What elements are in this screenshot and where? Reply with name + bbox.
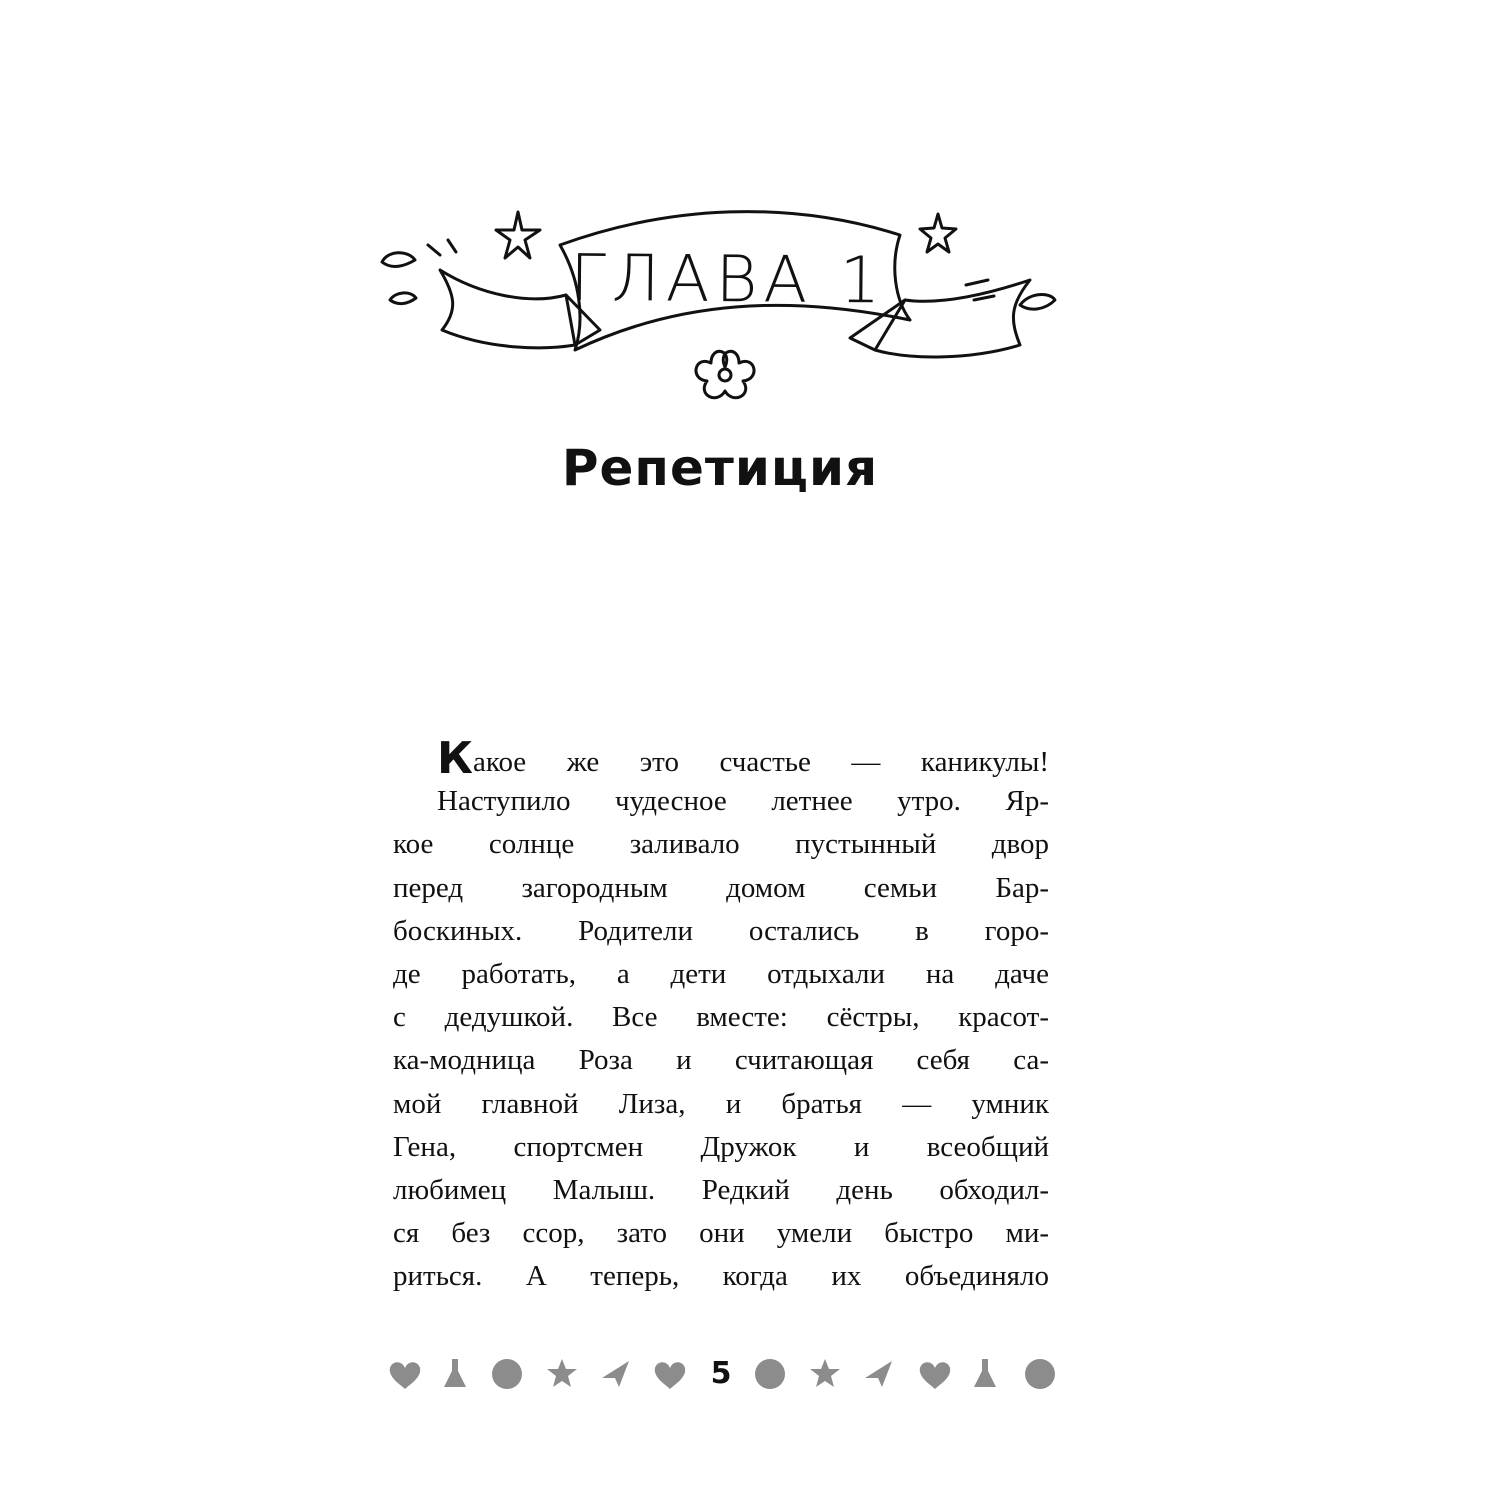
splash-drop-left-2 (390, 293, 416, 304)
splash-drop-left-1 (382, 253, 415, 267)
text-line: боскиных. Родители остались в горо- (393, 914, 1049, 947)
first-line-text: акое же это счастье — каникулы! (472, 746, 1049, 778)
page-number: 5 (710, 1356, 732, 1391)
splash-line-left-1 (428, 245, 440, 255)
text-line: кое солнце заливало пустынный двор (393, 828, 1049, 861)
text-line: Наступило чудесное летнее утро. Яр- (437, 785, 1049, 818)
chapter-title: Репетиция (561, 439, 879, 497)
text-line: риться. А теперь, когда их объединяло (393, 1260, 1049, 1293)
chapter-banner (370, 200, 1070, 420)
circle-icon (1025, 1359, 1055, 1389)
chapter-label: ГЛАВА 1 (569, 241, 887, 319)
text-line: с дедушкой. Все вместе: сёстры, красот- (393, 1001, 1049, 1034)
text-line: мой главной Лиза, и братья — умник (393, 1087, 1049, 1120)
star-right-icon (920, 214, 956, 252)
text-line: ка-модница Роза и считающая себя са- (393, 1044, 1049, 1077)
heart-icon (655, 1362, 685, 1389)
star-icon (810, 1359, 840, 1387)
splash-drop-right-1 (1020, 295, 1055, 310)
circle-icon (755, 1359, 785, 1389)
ribbon-left-tail (440, 270, 575, 348)
flask-icon (444, 1359, 466, 1387)
heart-icon (920, 1362, 950, 1389)
heart-icon (390, 1362, 420, 1389)
circle-icon (492, 1359, 522, 1389)
flower-icon (696, 351, 754, 397)
splash-line-right-1 (966, 280, 988, 285)
text-line: ся без ссор, зато они умели быстро ми- (393, 1217, 1049, 1250)
text-line: любимец Малыш. Редкий день обходил- (393, 1173, 1049, 1206)
star-left-icon (496, 212, 540, 258)
splash-line-left-2 (448, 240, 456, 252)
text-line: Гена, спортсмен Дружок и всеобщий (393, 1130, 1049, 1163)
flask-icon (974, 1359, 996, 1387)
text-line-first (393, 733, 1049, 784)
body-text (393, 733, 1049, 1298)
splash-line-right-2 (974, 296, 994, 300)
text-line: перед загородным домом семьи Бар- (393, 871, 1049, 904)
star-icon (547, 1359, 577, 1387)
text-line: де работать, а дети отдыхали на даче (393, 957, 1049, 990)
paper-plane-icon (865, 1361, 892, 1387)
drop-cap: К (437, 733, 473, 784)
paper-plane-icon (602, 1361, 629, 1387)
